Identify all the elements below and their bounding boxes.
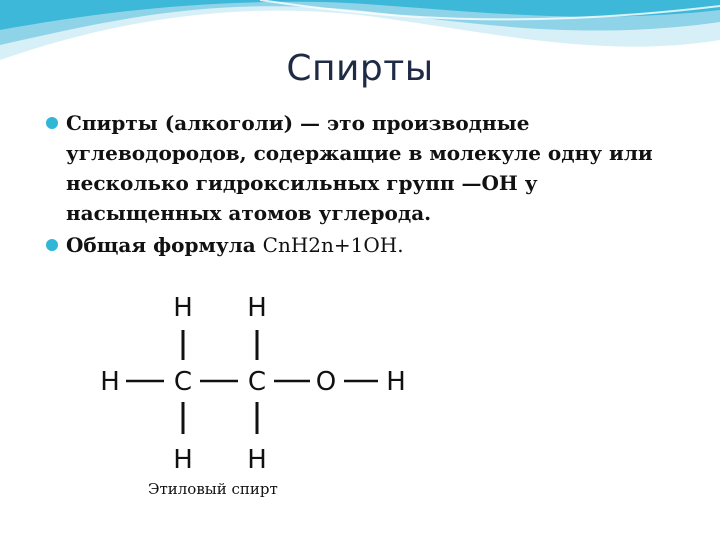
atom-h-left: H [100, 367, 120, 397]
atom-h-right: H [386, 367, 406, 397]
definition-text: Спирты (алкоголи) — это производные углеводородов, содержащие в молекуле одну или несколько гидроксильных групп —ОН у насыщенных атомов углерода. [66, 111, 653, 225]
atom-c-1: C [173, 367, 193, 397]
atom-h-top-1: H [173, 293, 193, 323]
atom-h-bottom-2: H [247, 445, 267, 475]
atom-h-bottom-1: H [173, 445, 193, 475]
bullet-definition [40, 108, 680, 228]
bullet-dot-icon [46, 239, 58, 251]
bullet-general-formula [40, 230, 680, 260]
bullet-list [40, 108, 680, 262]
bullet-dot-icon [46, 117, 58, 129]
slide-title: Спирты [286, 48, 434, 89]
atom-h-top-2: H [247, 293, 267, 323]
atom-o: O [315, 367, 337, 397]
structure-caption: Этиловый спирт [148, 480, 278, 498]
formula-value: CnH2n+1OH. [262, 233, 404, 257]
formula-label: Общая формула [66, 233, 263, 257]
atom-c-2: C [247, 367, 267, 397]
